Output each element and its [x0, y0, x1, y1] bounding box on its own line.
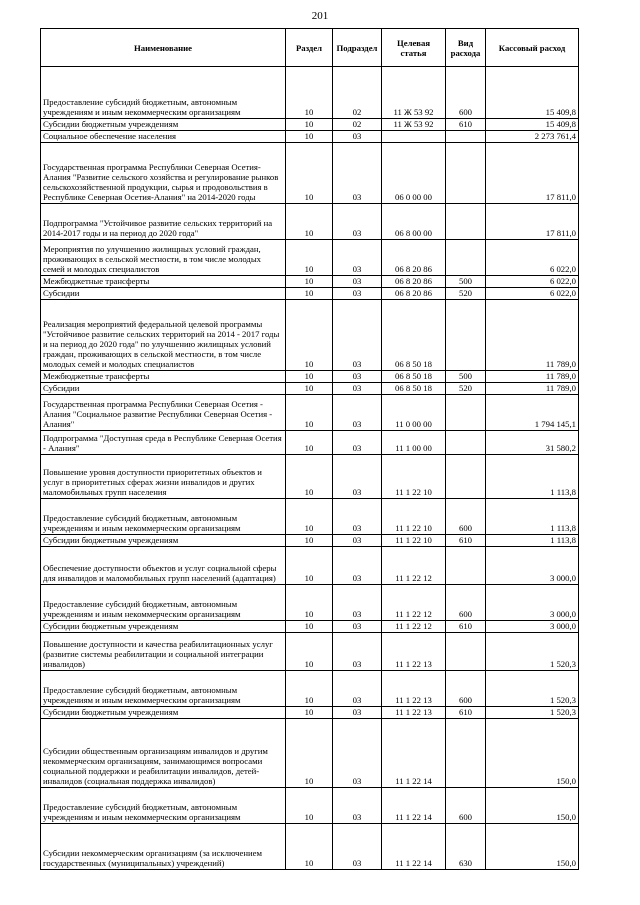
row-subsection: 03	[333, 240, 382, 276]
row-section: 10	[286, 707, 333, 719]
row-section: 10	[286, 824, 333, 870]
row-subsection: 03	[333, 395, 382, 431]
row-amount: 1 520,3	[486, 671, 579, 707]
row-expense-type: 500	[446, 276, 486, 288]
row-amount: 1 113,8	[486, 535, 579, 547]
row-amount: 6 022,0	[486, 276, 579, 288]
row-subsection: 03	[333, 288, 382, 300]
row-subsection: 03	[333, 788, 382, 824]
row-subsection: 03	[333, 276, 382, 288]
row-target: 11 1 22 14	[382, 719, 446, 788]
row-name: Субсидии бюджетным учреждениям	[41, 621, 286, 633]
table-row	[41, 371, 579, 383]
table-row	[41, 431, 579, 455]
table-row	[41, 240, 579, 276]
row-target: 06 0 00 00	[382, 143, 446, 204]
row-target: 06 8 50 18	[382, 383, 446, 395]
table-row	[41, 288, 579, 300]
row-expense-type	[446, 455, 486, 499]
row-subsection: 03	[333, 455, 382, 499]
table-row	[41, 131, 579, 143]
row-section: 10	[286, 240, 333, 276]
row-name: Предоставление субсидий бюджетным, автономным учреждениям и иным некоммерческим организациям	[41, 788, 286, 824]
row-expense-type	[446, 719, 486, 788]
row-subsection: 03	[333, 499, 382, 535]
row-expense-type	[446, 204, 486, 240]
row-expense-type: 520	[446, 383, 486, 395]
row-amount: 1 113,8	[486, 499, 579, 535]
row-expense-type: 500	[446, 371, 486, 383]
row-expense-type: 600	[446, 67, 486, 119]
row-target: 11 Ж 53 92	[382, 67, 446, 119]
row-subsection: 03	[333, 300, 382, 371]
row-name: Субсидии бюджетным учреждениям	[41, 707, 286, 719]
row-amount: 3 000,0	[486, 547, 579, 585]
row-amount: 15 409,8	[486, 119, 579, 131]
row-section: 10	[286, 788, 333, 824]
col-header-subsection: Подраздел	[333, 29, 382, 67]
row-amount: 150,0	[486, 719, 579, 788]
row-name: Межбюджетные трансферты	[41, 276, 286, 288]
row-subsection: 03	[333, 719, 382, 788]
row-amount: 2 273 761,4	[486, 131, 579, 143]
row-target: 11 1 22 10	[382, 535, 446, 547]
row-expense-type: 600	[446, 788, 486, 824]
row-section: 10	[286, 547, 333, 585]
row-amount: 1 520,3	[486, 633, 579, 671]
row-name: Предоставление субсидий бюджетным, автономным учреждениям и иным некоммерческим организациям	[41, 585, 286, 621]
table-row	[41, 143, 579, 204]
row-expense-type	[446, 240, 486, 276]
row-target: 11 1 22 12	[382, 585, 446, 621]
row-section: 10	[286, 119, 333, 131]
row-target: 11 1 22 10	[382, 455, 446, 499]
row-expense-type: 600	[446, 585, 486, 621]
budget-table	[40, 28, 579, 870]
row-section: 10	[286, 455, 333, 499]
row-subsection: 03	[333, 671, 382, 707]
row-section: 10	[286, 288, 333, 300]
row-section: 10	[286, 499, 333, 535]
page-number: 201	[311, 10, 329, 22]
col-header-amount: Кассовый расход	[486, 29, 579, 67]
col-header-expense-type: Вид расхода	[446, 29, 486, 67]
row-target: 11 1 22 14	[382, 824, 446, 870]
table-row	[41, 455, 579, 499]
row-amount: 6 022,0	[486, 240, 579, 276]
row-expense-type	[446, 300, 486, 371]
table-row	[41, 824, 579, 870]
row-expense-type	[446, 633, 486, 671]
row-expense-type	[446, 131, 486, 143]
row-subsection: 03	[333, 824, 382, 870]
row-amount: 1 794 145,1	[486, 395, 579, 431]
row-name: Обеспечение доступности объектов и услуг социальной сферы для инвалидов и маломобильных групп населений (адаптация)	[41, 547, 286, 585]
row-amount: 150,0	[486, 788, 579, 824]
row-section: 10	[286, 276, 333, 288]
row-name: Подпрограмма "Устойчивое развитие сельских территорий на 2014-2017 годы и на период до 2020 года"	[41, 204, 286, 240]
row-subsection: 03	[333, 371, 382, 383]
row-subsection: 03	[333, 383, 382, 395]
row-target: 06 8 50 18	[382, 371, 446, 383]
row-section: 10	[286, 131, 333, 143]
row-name: Субсидии бюджетным учреждениям	[41, 535, 286, 547]
row-name: Предоставление субсидий бюджетным, автономным учреждениям и иным некоммерческим организациям	[41, 67, 286, 119]
row-expense-type	[446, 395, 486, 431]
table-row	[41, 621, 579, 633]
row-target: 11 1 22 14	[382, 788, 446, 824]
row-amount: 1 520,3	[486, 707, 579, 719]
row-name: Подпрограмма "Доступная среда в Республике Северная Осетия - Алания"	[41, 431, 286, 455]
table-row	[41, 300, 579, 371]
row-name: Предоставление субсидий бюджетным, автономным учреждениям и иным некоммерческим организациям	[41, 499, 286, 535]
row-target: 11 1 22 12	[382, 547, 446, 585]
table-row	[41, 633, 579, 671]
row-section: 10	[286, 621, 333, 633]
row-target	[382, 131, 446, 143]
row-subsection: 03	[333, 131, 382, 143]
table-row	[41, 707, 579, 719]
row-amount: 17 811,0	[486, 204, 579, 240]
row-section: 10	[286, 300, 333, 371]
row-name: Субсидии общественным организациям инвалидов и другим некоммерческим организациям, занимающимся вопросами социальной поддержки и реабилитации инвалидов, детей-инвалидов (социальная поддержка инвалидов)	[41, 719, 286, 788]
row-name: Повышение уровня доступности приоритетных объектов и услуг в приоритетных сферах жизни инвалидов и других маломобильных групп населения	[41, 455, 286, 499]
row-name: Субсидии некоммерческим организациям (за исключением государственных (муниципальных) учреждений)	[41, 824, 286, 870]
row-amount: 1 113,8	[486, 455, 579, 499]
row-section: 10	[286, 585, 333, 621]
row-section: 10	[286, 671, 333, 707]
row-section: 10	[286, 535, 333, 547]
row-target: 11 Ж 53 92	[382, 119, 446, 131]
row-target: 06 8 50 18	[382, 300, 446, 371]
table-row	[41, 499, 579, 535]
row-name: Государственная программа Республики Северная Осетия - Алания "Социальное развитие Республики Северная Осетия - Алания"	[41, 395, 286, 431]
row-target: 11 1 00 00	[382, 431, 446, 455]
col-header-section: Раздел	[286, 29, 333, 67]
table-row	[41, 383, 579, 395]
table-row	[41, 547, 579, 585]
table-row	[41, 204, 579, 240]
row-amount: 3 000,0	[486, 621, 579, 633]
row-subsection: 03	[333, 547, 382, 585]
table-row	[41, 395, 579, 431]
table-row	[41, 788, 579, 824]
table-row	[41, 276, 579, 288]
row-amount: 11 789,0	[486, 371, 579, 383]
col-header-name: Наименование	[41, 29, 286, 67]
row-section: 10	[286, 143, 333, 204]
row-name: Предоставление субсидий бюджетным, автономным учреждениям и иным некоммерческим организациям	[41, 671, 286, 707]
row-name: Социальное обеспечение населения	[41, 131, 286, 143]
row-expense-type: 610	[446, 707, 486, 719]
row-expense-type	[446, 143, 486, 204]
row-section: 10	[286, 395, 333, 431]
table-row	[41, 671, 579, 707]
row-target: 11 1 22 10	[382, 499, 446, 535]
row-expense-type	[446, 547, 486, 585]
row-amount: 11 789,0	[486, 300, 579, 371]
row-subsection: 02	[333, 67, 382, 119]
col-header-target: Целевая статья	[382, 29, 446, 67]
row-target: 06 8 20 86	[382, 276, 446, 288]
row-amount: 17 811,0	[486, 143, 579, 204]
row-expense-type: 600	[446, 499, 486, 535]
row-subsection: 03	[333, 633, 382, 671]
row-target: 06 8 20 86	[382, 240, 446, 276]
row-amount: 6 022,0	[486, 288, 579, 300]
row-target: 11 1 22 13	[382, 633, 446, 671]
row-expense-type: 610	[446, 535, 486, 547]
row-section: 10	[286, 719, 333, 788]
row-target: 11 1 22 12	[382, 621, 446, 633]
row-amount: 11 789,0	[486, 383, 579, 395]
row-subsection: 03	[333, 535, 382, 547]
row-section: 10	[286, 633, 333, 671]
row-expense-type: 600	[446, 671, 486, 707]
table-row	[41, 719, 579, 788]
table-header	[41, 29, 579, 67]
row-amount: 15 409,8	[486, 67, 579, 119]
row-target: 11 1 22 13	[382, 707, 446, 719]
row-subsection: 03	[333, 431, 382, 455]
row-name: Межбюджетные трансферты	[41, 371, 286, 383]
row-subsection: 03	[333, 143, 382, 204]
table-row	[41, 119, 579, 131]
row-section: 10	[286, 383, 333, 395]
row-subsection: 03	[333, 707, 382, 719]
table-row	[41, 67, 579, 119]
row-amount: 3 000,0	[486, 585, 579, 621]
row-section: 10	[286, 204, 333, 240]
row-expense-type: 630	[446, 824, 486, 870]
row-target: 06 8 00 00	[382, 204, 446, 240]
row-section: 10	[286, 431, 333, 455]
row-section: 10	[286, 67, 333, 119]
table-row	[41, 585, 579, 621]
row-name: Субсидии	[41, 383, 286, 395]
row-target: 11 0 00 00	[382, 395, 446, 431]
row-amount: 31 580,2	[486, 431, 579, 455]
row-name: Реализация мероприятий федеральной целевой программы "Устойчивое развитие сельских территорий на 2014 - 2017 годы и на период до 2020 года" по улучшению жилищных условий граждан, проживающих в сельской местности, в том числе молодых семей и молодых специалистов	[41, 300, 286, 371]
row-name: Субсидии бюджетным учреждениям	[41, 119, 286, 131]
row-expense-type	[446, 431, 486, 455]
row-subsection: 03	[333, 621, 382, 633]
row-name: Мероприятия по улучшению жилищных условий граждан, проживающих в сельской местности, в том числе молодых семей и молодых специалистов	[41, 240, 286, 276]
row-expense-type: 610	[446, 119, 486, 131]
row-subsection: 03	[333, 585, 382, 621]
row-subsection: 03	[333, 204, 382, 240]
table-row	[41, 535, 579, 547]
row-target: 11 1 22 13	[382, 671, 446, 707]
row-name: Субсидии	[41, 288, 286, 300]
row-name: Государственная программа Республики Северная Осетия-Алания "Развитие сельского хозяйства и регулирование рынков сельскохозяйственной продукции, сырья и продовольствия в Республике Северная Осетия-Алания" на 2014-2020 годы	[41, 143, 286, 204]
row-expense-type: 520	[446, 288, 486, 300]
row-target: 06 8 20 86	[382, 288, 446, 300]
row-name: Повышение доступности и качества реабилитационных услуг (развитие системы реабилитации и социальной интеграции инвалидов)	[41, 633, 286, 671]
row-amount: 150,0	[486, 824, 579, 870]
row-subsection: 02	[333, 119, 382, 131]
row-section: 10	[286, 371, 333, 383]
row-expense-type: 610	[446, 621, 486, 633]
